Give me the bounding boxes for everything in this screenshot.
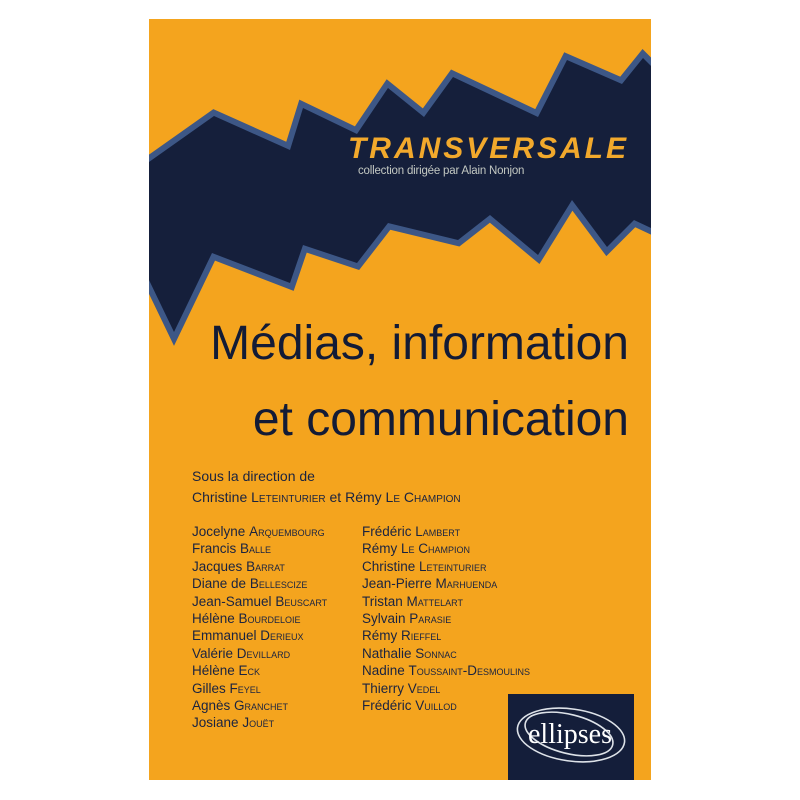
book-title-line2: et communication (252, 393, 629, 446)
author-item: Jocelyne Arquembourg (192, 524, 325, 539)
author-item: Jacques Barrat (192, 558, 285, 574)
author-item: Agnès Granchet (192, 698, 289, 714)
author-item: Jean-Samuel Beuscart (192, 593, 328, 609)
zigzag-band-fill (149, 58, 651, 332)
author-item: Valérie Devillard (192, 645, 291, 661)
author-item: Frédéric Lambert (362, 524, 461, 539)
editors-separator: et (329, 489, 342, 505)
author-item: Francis Balle (192, 541, 272, 557)
direction-intro: Sous la direction de (192, 468, 315, 484)
author-item: Nathalie Sonnac (362, 645, 457, 661)
author-item: Emmanuel Derieux (192, 628, 304, 644)
author-item: Rémy Le Champion (362, 541, 471, 557)
editor1-family: Leteinturier (251, 489, 326, 505)
editor2-family: Le Champion (385, 489, 461, 505)
direction-editors (192, 487, 461, 508)
author-item: Diane de Bellescize (192, 576, 308, 592)
book-cover (149, 19, 651, 780)
publisher-logo-text: ellipses (528, 719, 612, 750)
collection-title: TRANSVERSALE (347, 132, 629, 165)
direction-block (192, 466, 461, 508)
author-item: Nadine Toussaint-Desmoulins (362, 663, 531, 679)
author-item: Rémy Rieffel (362, 628, 442, 644)
collection-subtitle: collection dirigée par Alain Nonjon (358, 165, 525, 177)
editor1-given: Christine (192, 489, 248, 505)
authors-column-right (362, 523, 530, 714)
book-title-line1: Médias, information (210, 317, 629, 370)
author-item: Sylvain Parasie (362, 611, 452, 627)
author-item: Frédéric Vuillod (362, 698, 457, 714)
author-item: Christine Leteinturier (362, 558, 487, 574)
author-item: Josiane Jouët (192, 715, 275, 731)
author-item: Tristan Mattelart (362, 593, 463, 609)
author-item: Hélène Eck (192, 663, 261, 679)
authors-column-left (192, 523, 327, 732)
author-item: Gilles Feyel (192, 680, 261, 696)
author-item: Jean-Pierre Marhuenda (362, 576, 498, 592)
book-title (210, 306, 629, 458)
publisher-logo (508, 694, 634, 780)
author-item: Thierry Vedel (362, 680, 441, 696)
editor2-given: Rémy (345, 489, 382, 505)
author-item: Hélène Bourdeloie (192, 611, 301, 627)
